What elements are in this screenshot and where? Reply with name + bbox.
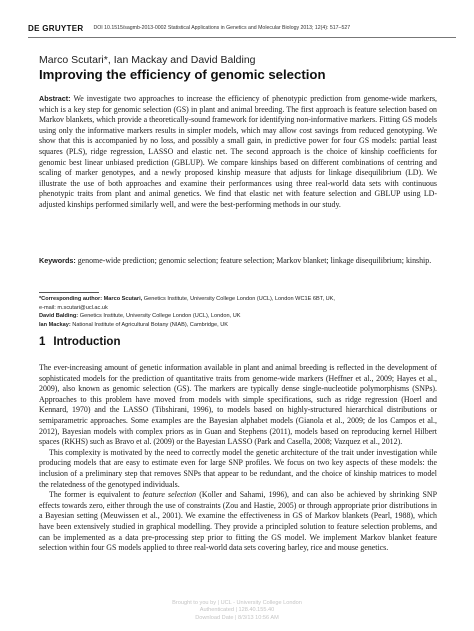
section-title: Introduction	[53, 336, 121, 348]
keywords-label: Keywords:	[39, 256, 76, 265]
author-affiliations	[39, 295, 437, 329]
paragraph: The former is equivalent to feature selection (Koller and Sahami, 1996), and can also be achieved by shrinking SNP effects towards zero, either through the use of constraints (Zou and Hastie, 2005) or through appropriate prior distributions in a Bayesian setting (Meuwissen et al., 2001). We examine the effectiveness in GS of Markov blankets (Pearl, 1988), which have been extensively studied in graphical modelling. They provide a principled solution to feature selection problems, and can be implemented as a data pre-processing step prior to fitting the GS model. We implement Markov blanket feature selection within four GS models applied to three real-world data sets covering barley, rice and mouse genetics.	[39, 490, 437, 553]
abstract-text: We investigate two approaches to increase the efficiency of phenotypic prediction from genome-wide markers, which is a key step for genomic selection (GS) in plant and animal breeding. The first approach is feature selection based on Markov blankets, which provide a theoretically-sound framework for identifying non-informative markers. Fitting GS models using only the informative markers results in simpler models, which may allow cost savings from reduced genotyping. We show that this is accompanied by no loss, and possibly a small gain, in predictive power for four GS models: partial least squares (PLS), ridge regression, LASSO and elastic net. The second approach is the choice of kinship coefficients for genomic best linear unbiased prediction (GBLUP). We compare kinships based on different combinations of centring and scaling of marker genotypes, and a newly proposed kinship measure that adjusts for linkage disequilibrium (LD). We illustrate the use of both approaches and examine their performances using three real-world data sets with continuous phenotypic traits from plant and animal genetics. We find that elastic net with feature selection and GBLUP using LD-adjusted kinships performed similarly well, and were the best-performing methods in our study.	[39, 94, 437, 209]
section-number: 1	[39, 336, 46, 348]
paragraph: This complexity is motivated by the need to correctly model the genetic architecture of the trait under investigation while producing models that are easy to estimate even for large SNP profiles. We focus on two key aspects of these models: the inclusion of a preliminary step that removes SNPs that appear to be redundant, and the choice of kinship matrices to model the relatedness of the genotyped individuals.	[39, 447, 437, 489]
paragraph: The ever-increasing amount of genetic information available in plant and animal breeding is reflected in the development of sophisticated models for the prediction of quantitative traits from genome-wide markers (Heffner et al., 2009; Hayes et al., 2009), also known as genomic selection (GS). The markers are typically dense single-nucleotide polymorphisms (SNPs). Approaches to this problem have moved from models with simple specifications, such as ridge regression (Hoerl and Kennard, 1970) and the LASSO (Tibshirani, 1996), to models based on highly-structured hierarchical distributions or semiparametric approaches. Some examples are the Bayesian alphabet models (Gianola et al., 2009; de los Campos et al., 2012), Bayesian models with complex priors as in Guan and Stephens (2011), models based on reproducing kernel Hilbert spaces (RKHS) such as Bravo et al. (2009) or the Bayesian LASSO (Park and Casella, 2008; Vazquez et al., 2012).	[39, 363, 437, 447]
corresponding-author: *Corresponding author: Marco Scutari, Genetics Institute, University College London (UCL), London WC1E 6BT, UK,	[39, 296, 335, 302]
footnote-divider	[39, 292, 99, 293]
keywords	[39, 256, 437, 267]
journal-header	[28, 22, 456, 38]
paper-title: Improving the efficiency of genomic selection	[39, 67, 326, 82]
abstract	[39, 94, 437, 211]
publisher-name: DE GRUYTER	[28, 23, 84, 33]
section-heading	[39, 336, 120, 348]
abstract-label: Abstract:	[39, 94, 71, 103]
email-link[interactable]: e-mail: m.scutari@ucl.ac.uk	[39, 304, 108, 311]
journal-reference: DOI 10.1515/sagmb-2013-0002 Statistical Applications in Genetics and Molecular Biology 2013; 12(4): 517–527	[93, 25, 351, 31]
author-list: Marco Scutari*, Ian Mackay and David Balding	[39, 54, 256, 66]
download-watermark: Brought to you by | UCL - University College London Authenticated | 128.40.155.40 Download Date | 8/3/13 10:56 AM	[172, 600, 302, 621]
affiliation-balding: David Balding: Genetics Institute, University College London (UCL), London, UK	[39, 313, 241, 320]
affiliation-mackay: Ian Mackay: National Institute of Agricultural Botany (NIAB), Cambridge, UK	[39, 321, 229, 328]
introduction-body	[39, 363, 437, 554]
keywords-text: genome-wide prediction; genomic selection; feature selection; Markov blanket; linkage disequilibrium; kinship.	[75, 256, 432, 265]
emphasis-term: feature selection	[142, 490, 197, 500]
